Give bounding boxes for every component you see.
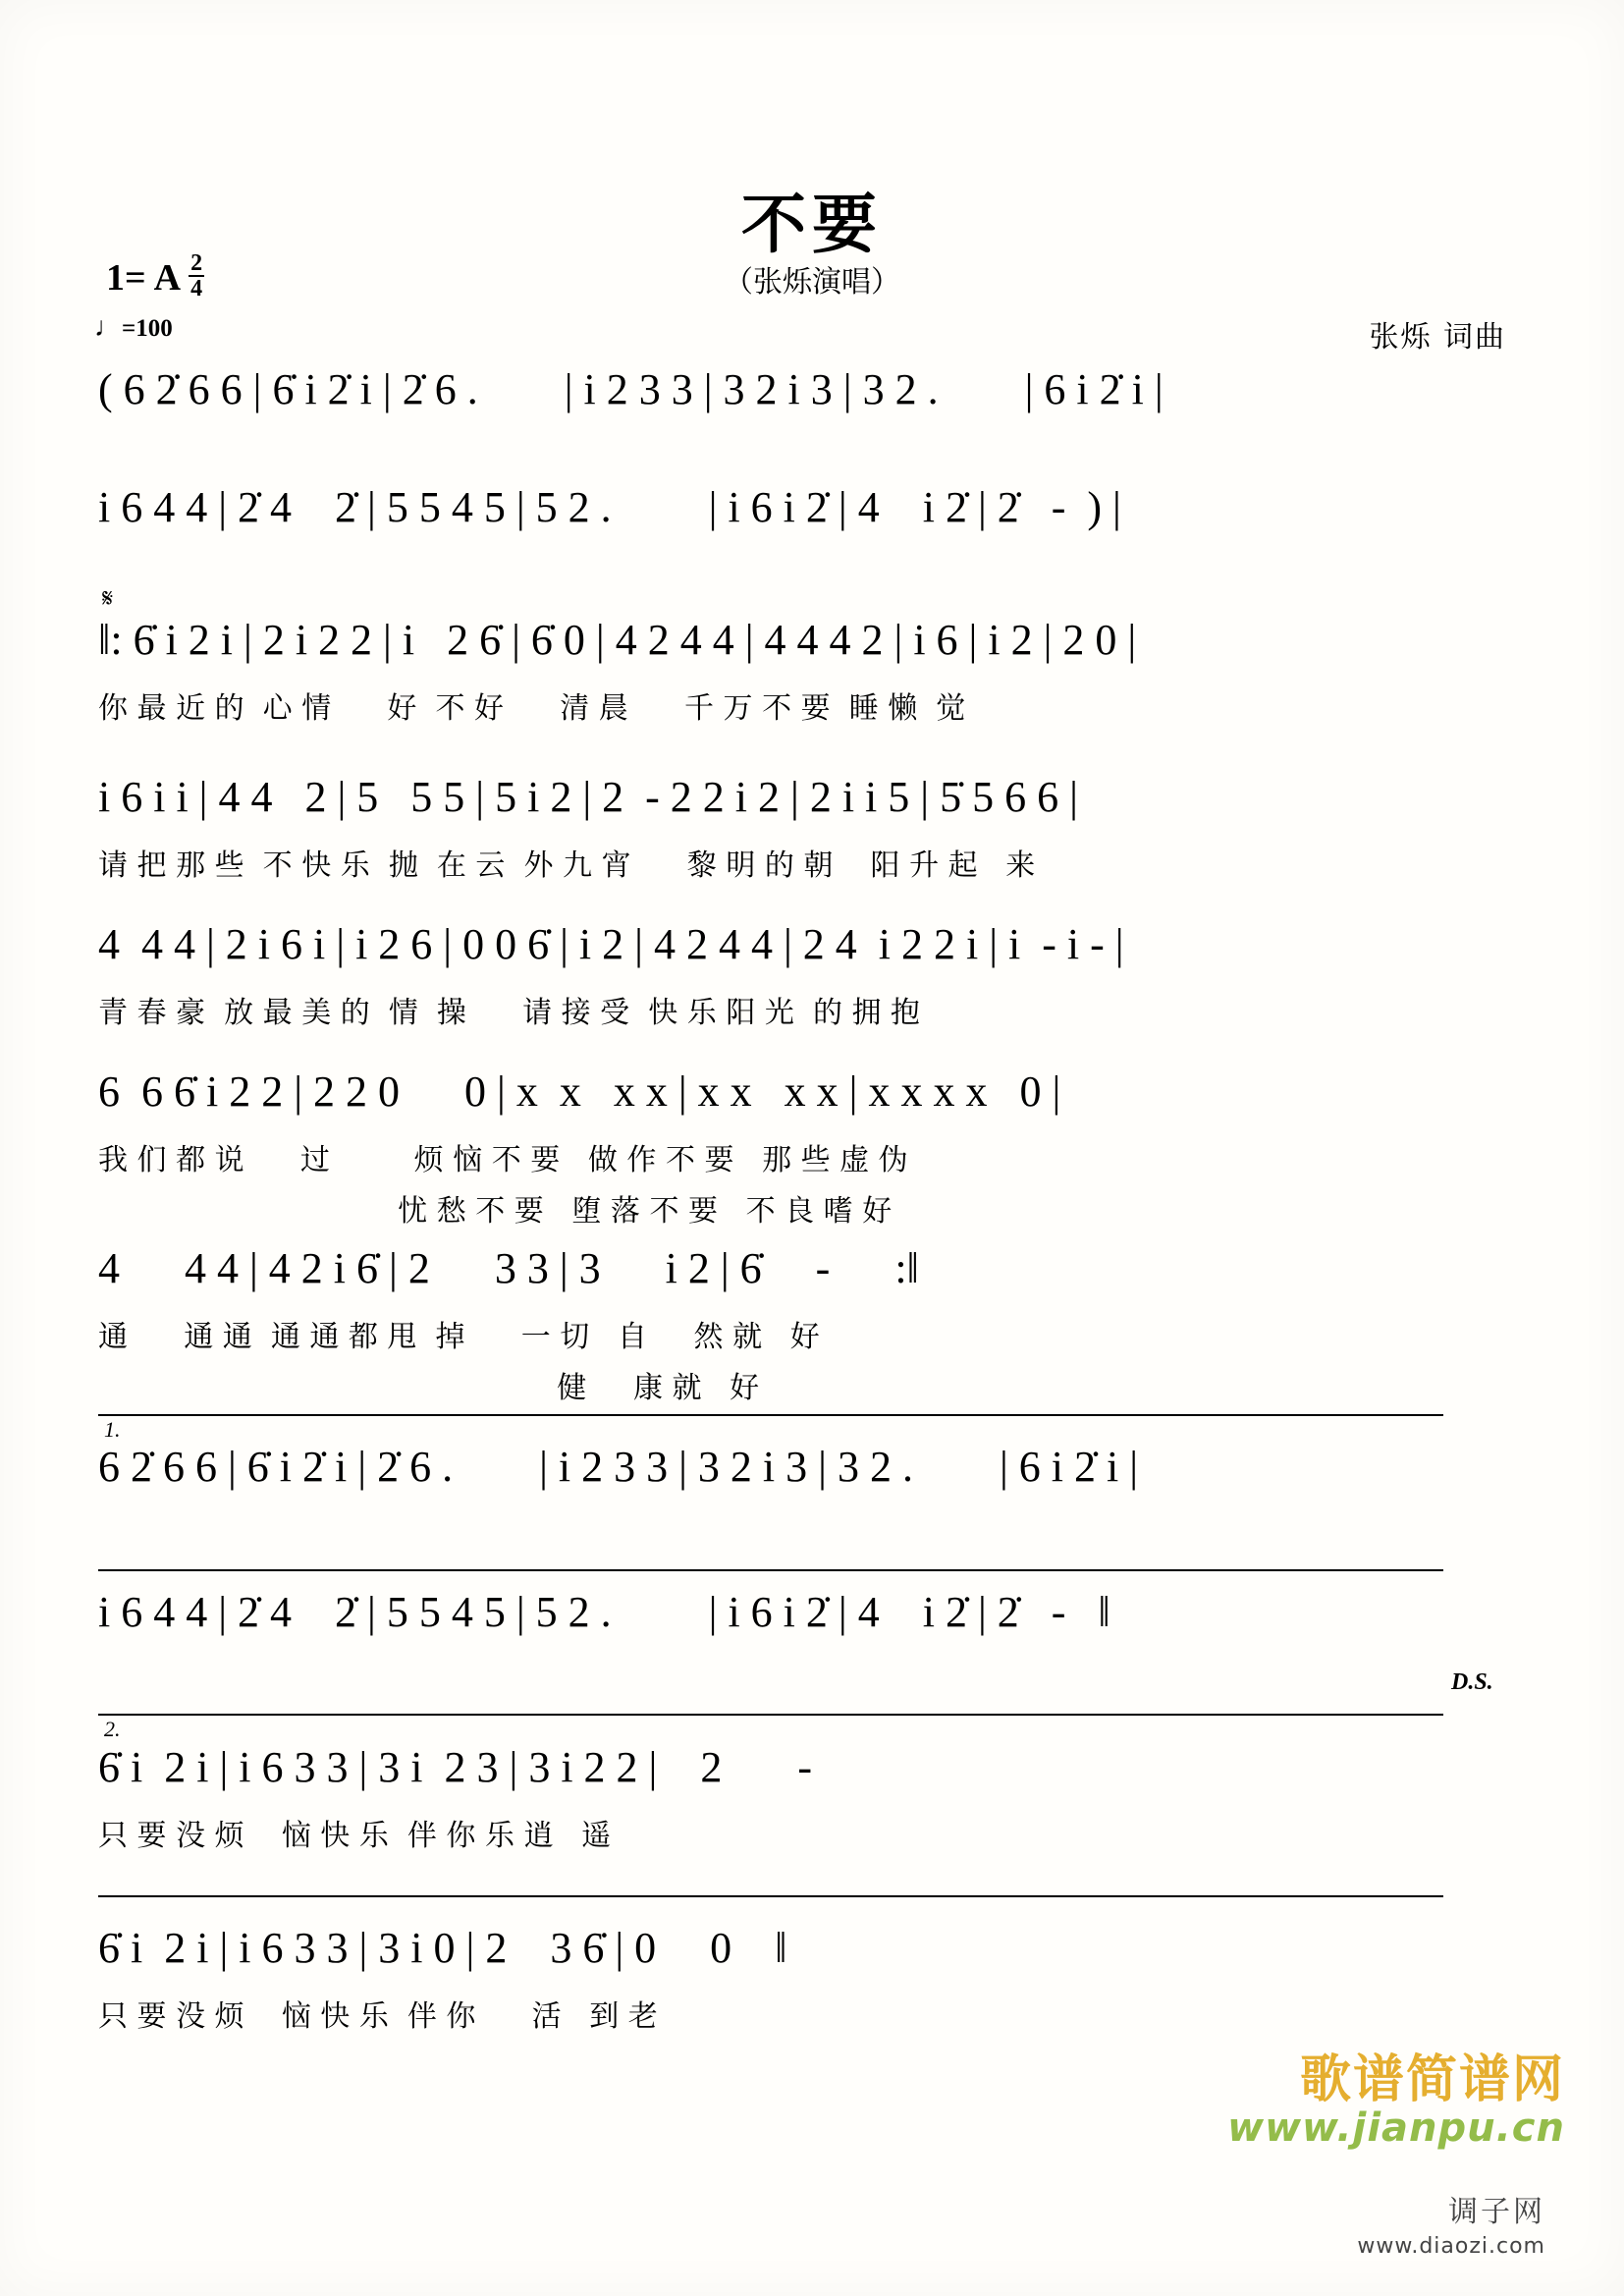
page-title: 不要 <box>741 187 883 262</box>
notation-row: ( 6 2̇ 6 6 | 6̇ i 2̇ i | 2̇ 6 . | i 2 3 3 | 3 2 i 3 | 3 2 . | 6 i 2̇ i | <box>98 365 1164 413</box>
segno-icon: 𝄋 <box>102 584 114 614</box>
lyric-row-verse2: 忧 愁 不 要 堕 落 不 要 不 良 嗜 好 <box>98 1194 893 1229</box>
notation-row: 6 6 6̇ i 2 2 | 2 2 0 0 | x x x x | x x x x | x x x x 0 | <box>98 1067 1061 1116</box>
system-verse-line-2 <box>98 773 1532 883</box>
notation-row: i 6 i i | 4 4 2 | 5 5 5 | 5 i 2 | 2 - 2 2 i 2 | 2 i i 5 | 5̇ 5 6 6 | <box>98 773 1078 821</box>
ds-marking: D.S. <box>1451 1669 1493 1695</box>
key-signature-key: A <box>153 257 182 299</box>
notation-row: i 6 4 4 | 2̇ 4 2̇ | 5 5 4 5 | 5 2 . | i 6 i 2̇ | 4 i 2̇ | 2̇ - ‖ <box>98 1588 1110 1636</box>
system-ending1-line-2 <box>98 1588 1532 1646</box>
ending-2-label: 2. <box>104 1717 121 1741</box>
lyric-row: 只 要 没 烦 恼 快 乐 伴 你 活 到 老 <box>98 1999 658 2034</box>
ending-1-bracket-continued <box>98 1569 1443 1571</box>
tempo-marking <box>94 312 173 344</box>
site-watermark-url: www.jianpu.cn <box>1227 2105 1565 2151</box>
system-ending2-line-2 <box>98 1924 1532 2034</box>
lyric-row-verse1: 我 们 都 说 过 烦 恼 不 要 做 作 不 要 那 些 虚 伪 <box>98 1143 908 1177</box>
lyric-row-verse2: 健 康 就 好 <box>98 1371 760 1405</box>
notation-row: 6̇ i 2 i | i 6 3 3 | 3 i 0 | 2 3 6̇ | 0 0 ‖ <box>98 1924 787 1972</box>
system-verse-line-5 <box>98 1244 1532 1405</box>
footer-watermark-name: 调子网 <box>1448 2195 1545 2229</box>
time-signature-numerator: 2 <box>190 250 203 276</box>
ending-1-bracket <box>98 1414 1443 1416</box>
composer-credit: 张烁 词曲 <box>1369 320 1506 355</box>
notation-row: 6̇ i 2 i | i 6 3 3 | 3 i 2 3 | 3 i 2 2 | 2 - <box>98 1743 813 1791</box>
tempo-note-icon: ♩ <box>94 312 122 343</box>
site-watermark-name: 歌谱简谱网 <box>1299 2050 1565 2110</box>
notation-row: 4 4 4 | 4 2 i 6̇ | 2 3 3 | 3 i 2 | 6̇ - :‖ <box>98 1244 919 1292</box>
site-watermark <box>1227 2050 1565 2151</box>
lyric-row: 只 要 没 烦 恼 快 乐 伴 你 乐 逍 遥 <box>98 1819 612 1853</box>
lyric-row: 请 把 那 些 不 快 乐 抛 在 云 外 九 宵 黎 明 的 朝 阳 升 起 来 <box>98 848 1036 883</box>
time-signature-denominator: 4 <box>190 276 203 301</box>
notation-row: 4 4 4 | 2 i 6 i | i 2 6 | 0 0 6̇ | i 2 | 4 2 4 4 | 2 4 i 2 2 i | i - i - | <box>98 920 1124 968</box>
system-verse-line-1 <box>98 616 1532 726</box>
system-ending2-line-1 <box>98 1743 1532 1853</box>
notation-row: i 6 4 4 | 2̇ 4 2̇ | 5 5 4 5 | 5 2 . | i 6 i 2̇ | 4 i 2̇ | 2̇ - ) | <box>98 483 1121 531</box>
system-verse-line-3 <box>98 920 1532 1030</box>
tempo-equals: = <box>122 315 136 342</box>
tempo-bpm: 100 <box>135 315 173 342</box>
lyric-row: 你 最 近 的 心 情 好 不 好 清 晨 千 万 不 要 睡 懒 觉 <box>98 691 966 726</box>
footer-watermark-url: www.diaozi.com <box>1357 2234 1545 2259</box>
page-subtitle: （张烁演唱） <box>724 265 900 300</box>
system-ending1-line-1 <box>98 1443 1532 1501</box>
lyric-row: 青 春 豪 放 最 美 的 情 操 请 接 受 快 乐 阳 光 的 拥 抱 <box>98 996 921 1030</box>
ending-2-bracket <box>98 1714 1443 1716</box>
system-verse-line-4 <box>98 1067 1532 1229</box>
lyric-row-verse1: 通 通 通 通 通 都 甩 掉 一 切 自 然 就 好 <box>98 1320 820 1354</box>
ending-1-label: 1. <box>104 1417 121 1442</box>
system-intro-line-1 <box>98 365 1532 423</box>
key-signature-do: 1= <box>106 257 146 299</box>
footer-watermark <box>1357 2187 1545 2259</box>
system-intro-line-2 <box>98 483 1532 541</box>
notation-row: 6 2̇ 6 6 | 6̇ i 2̇ i | 2̇ 6 . | i 2 3 3 | 3 2 i 3 | 3 2 . | 6 i 2̇ i | <box>98 1443 1139 1491</box>
notation-row: ‖: 6̇ i 2 i | 2 i 2 2 | i 2 6̇ | 6̇ 0 | 4 2 4 4 | 4 4 4 2 | i 6 | i 2 | 2 0 | <box>98 616 1137 664</box>
ending-2-bracket-continued <box>98 1895 1443 1897</box>
